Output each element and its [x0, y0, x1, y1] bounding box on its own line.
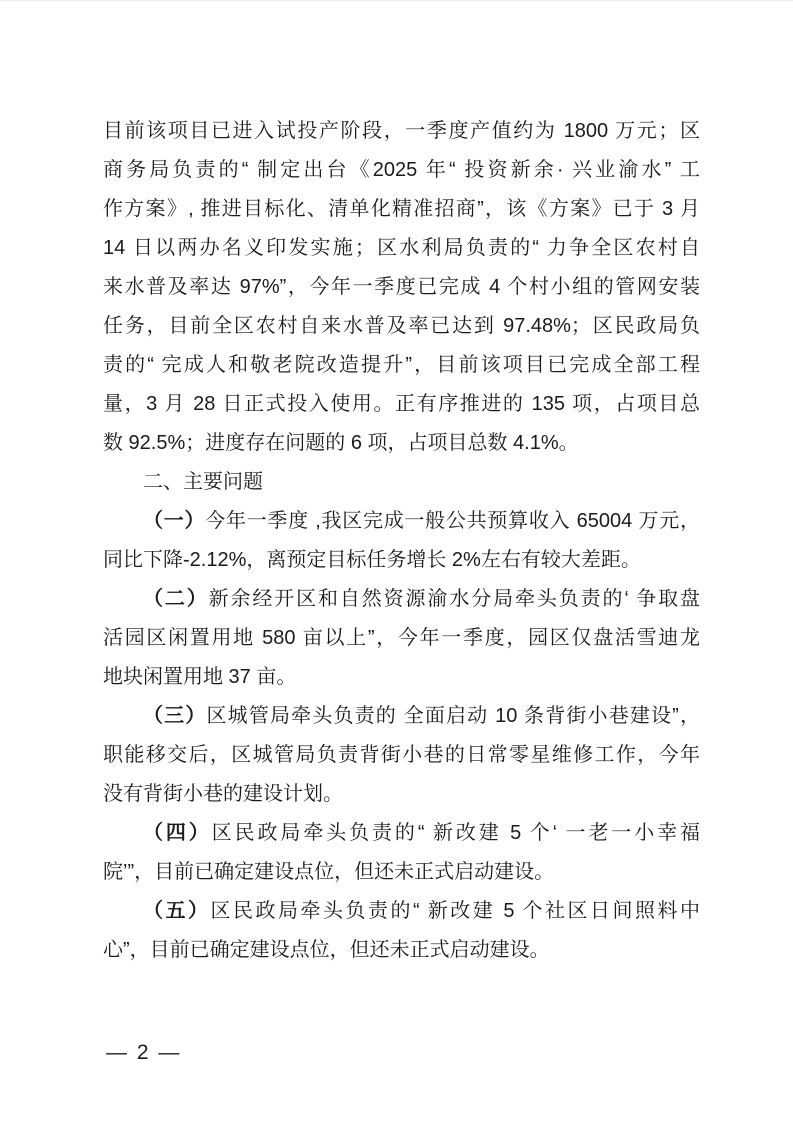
list-item-text: 区民政局牵头负责的“ 新改建 5 个‘ 一老一小幸福	[211, 822, 701, 844]
list-item-number: （五）	[143, 900, 211, 922]
list-item-line	[103, 892, 700, 931]
paragraph-line: 活园区闲置用地 580 亩以上”，今年一季度，园区仅盘活雪迪龙	[103, 627, 700, 649]
paragraph-line: 地块闲置用地 37 亩。	[103, 666, 297, 688]
list-item-text: 今年一季度 ,我区完成一般公共预算收入 65004 万元，	[205, 510, 701, 532]
list-item-text: 新余经开区和自然资源渝水分局牵头负责的‘ 争取盘	[208, 588, 701, 610]
paragraph-line: 商务局负责的“ 制定出台《2025 年“ 投资新余· 兴业渝水” 工	[103, 159, 700, 181]
list-item-line	[103, 502, 700, 541]
paragraph-line: 任务，目前全区农村自来水普及率已达到 97.48%；区民政局负	[103, 315, 700, 337]
paragraph-line: 来水普及率达 97%”，今年一季度已完成 4 个村小组的管网安装	[103, 276, 700, 298]
paragraph-line: 14 日以两办名义印发实施；区水利局负责的“ 力争全区农村自	[103, 237, 700, 259]
paragraph-line: 同比下降-2.12%，离预定目标任务增长 2%左右有较大差距。	[103, 549, 641, 571]
paragraph-line: 责的“ 完成人和敬老院改造提升”，目前该项目已完成全部工程	[103, 354, 700, 376]
list-item-text: 区民政局牵头负责的“ 新改建 5 个社区日间照料中	[210, 900, 701, 922]
list-item-number: （四）	[143, 822, 212, 844]
paragraph-line: 院’”，目前已确定建设点位，但还未正式启动建设。	[103, 861, 555, 883]
paragraph-line: 心”，目前已确定建设点位，但还未正式启动建设。	[103, 939, 550, 961]
list-item-number: （二）	[143, 588, 209, 610]
document-body	[103, 112, 700, 970]
paragraph-line: 目前该项目已进入试投产阶段，一季度产值约为 1800 万元；区	[103, 120, 700, 142]
paragraph-line: 作方案》, 推进目标化、清单化精准招商”，该《方案》已于 3 月	[103, 198, 700, 220]
list-item-line	[103, 580, 700, 619]
section-heading: 二、主要问题	[143, 471, 263, 493]
list-item-number: （三）	[143, 705, 207, 727]
list-item-line	[103, 697, 700, 736]
paragraph-line: 量，3 月 28 日正式投入使用。正有序推进的 135 项，占项目总	[103, 393, 700, 415]
paragraph-line: 没有背街小巷的建设计划。	[103, 783, 343, 805]
page-number: — 2 —	[106, 1041, 182, 1064]
paragraph-line: 职能移交后，区城管局负责背街小巷的日常零星维修工作，今年	[103, 744, 700, 766]
paragraph-line: 数 92.5%；进度存在问题的 6 项，占项目总数 4.1%。	[103, 432, 579, 454]
list-item-line	[103, 814, 700, 853]
list-item-number: （一）	[143, 510, 206, 532]
list-item-text: 区城管局牵头负责的 全面启动 10 条背街小巷建设”，	[206, 705, 701, 727]
